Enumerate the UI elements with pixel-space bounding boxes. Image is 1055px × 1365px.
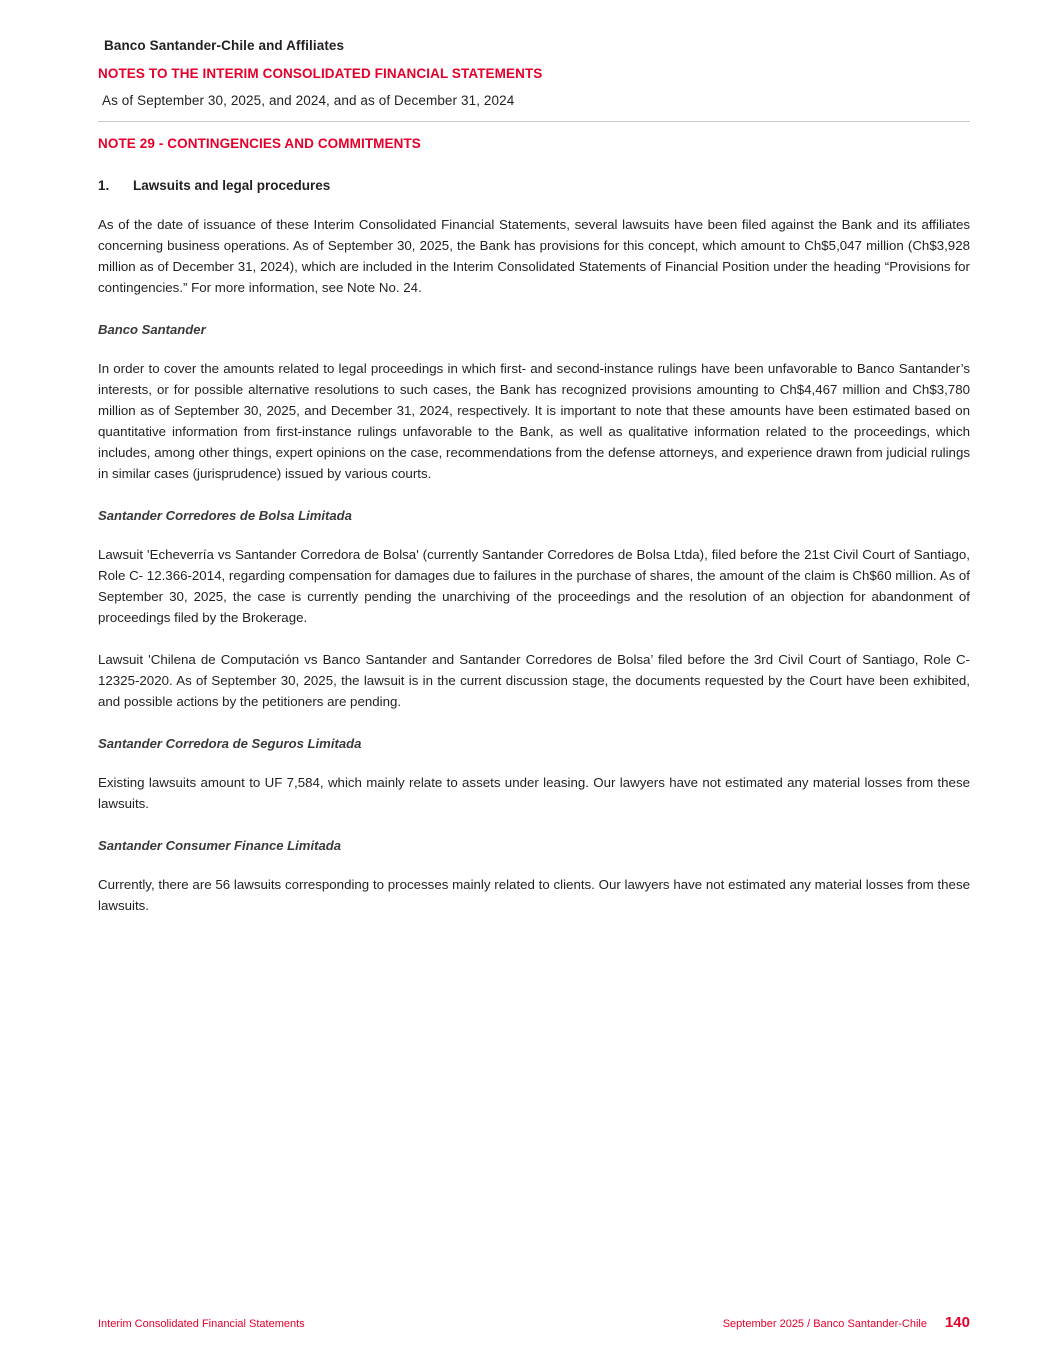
section-number: 1. xyxy=(98,178,110,193)
page-footer xyxy=(98,1314,970,1331)
note-heading: NOTE 29 - CONTINGENCIES AND COMMITMENTS xyxy=(98,136,421,151)
footer-right-group xyxy=(723,1314,970,1331)
subheading-corredora-de-seguros: Santander Corredora de Seguros Limitada xyxy=(98,736,362,751)
section-list-item xyxy=(98,178,970,193)
paragraph-corredores-de-bolsa-2: Lawsuit 'Chilena de Computación vs Banco Santander and Santander Corredores de Bolsa’ filed before the 3rd Civil Court of Santiago, Role C-12325-2020. As of September 30, 2025, the lawsuit is in the current discussion stage, the documents requested by the Court have been exhibited, and possible actions by the petitioners are pending. xyxy=(98,652,970,709)
paragraph-consumer-finance-1: Currently, there are 56 lawsuits corresponding to processes mainly related to clients. Our lawyers have not estimated any material losses from these lawsuits. xyxy=(98,877,970,913)
footer-document-label: Interim Consolidated Financial Statements xyxy=(98,1318,305,1330)
header-divider xyxy=(98,121,970,122)
paragraph-corredores-de-bolsa-1: Lawsuit 'Echeverría vs Santander Corredora de Bolsa' (currently Santander Corredores de Bolsa Ltda), filed before the 21st Civil Court of Santiago, Role C- 12.366-2014, regarding compensation for damages due to failures in the purchase of shares, the amount of the claim is Ch$60 million. As of September 30, 2025, the case is currently pending the unarchiving of the proceedings and the resolution of an objection for abandonment of proceedings filed by the Brokerage. xyxy=(98,547,970,625)
paragraph-corredora-de-seguros-1: Existing lawsuits amount to UF 7,584, which mainly relate to assets under leasing. Our lawyers have not estimated any material losses from these lawsuits. xyxy=(98,775,970,811)
section-title: Lawsuits and legal procedures xyxy=(133,178,331,193)
paragraph-banco-santander-1: In order to cover the amounts related to legal proceedings in which first- and second-instance rulings have been unfavorable to Banco Santander’s interests, or for possible alternative resolutions to such cases, the Bank has recognized provisions amounting to Ch$4,467 million and Ch$3,780 million as of September 30, 2025, and December 31, 2024, respectively. It is important to note that these amounts have been estimated based on quantitative information from first-instance rulings unfavorable to the Bank, as well as qualitative information related to the proceedings, which includes, among other things, expert opinions on the case, recommendations from the defense attorneys, and experience drawn from judicial rulings in similar cases (jurisprudence) issued by various courts. xyxy=(98,361,970,481)
footer-page-number: 140 xyxy=(944,1314,970,1331)
subheading-consumer-finance: Santander Consumer Finance Limitada xyxy=(98,838,342,853)
document-as-of-date: As of September 30, 2025, and 2024, and as of December 31, 2024 xyxy=(102,93,515,108)
subheading-corredores-de-bolsa: Santander Corredores de Bolsa Limitada xyxy=(98,508,352,523)
subheading-banco-santander: Banco Santander xyxy=(98,322,206,337)
document-notes-title: NOTES TO THE INTERIM CONSOLIDATED FINANCIAL STATEMENTS xyxy=(98,66,543,81)
paragraph-intro: As of the date of issuance of these Interim Consolidated Financial Statements, several lawsuits have been filed against the Bank and its affiliates concerning business operations. As of September 30, 2025, the Bank has provisions for this concept, which amount to Ch$5,047 million (Ch$3,928 million as of December 31, 2024), which are included in the Interim Consolidated Statements of Financial Position under the heading “Provisions for contingencies.” For more information, see Note No. 24. xyxy=(98,217,970,295)
footer-period-label: September 2025 / Banco Santander-Chile xyxy=(722,1318,927,1330)
document-company-title: Banco Santander-Chile and Affiliates xyxy=(104,38,345,53)
